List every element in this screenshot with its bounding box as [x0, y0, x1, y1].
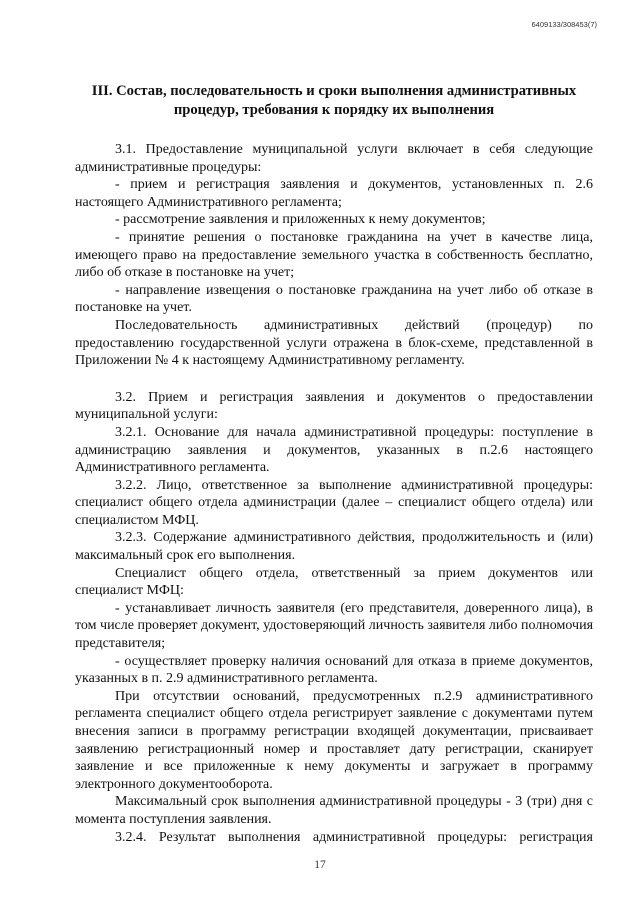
document-id: 6409133/308453(7) — [531, 20, 597, 29]
paragraph: - прием и регистрация заявления и документов, установленных п. 2.6 настоящего Административного регламента; — [75, 177, 593, 210]
page-number: 17 — [314, 859, 326, 871]
paragraph: 3.2.1. Основание для начала административной процедуры: поступление в администрацию заявления и документов, указанных в п.2.6 настоящего Административного регламента. — [75, 424, 593, 476]
paragraph: Специалист общего отдела, ответственный за прием документов или специалист МФЦ: — [75, 565, 593, 599]
paragraph-list — [75, 141, 593, 846]
paragraph: Максимальный срок выполнения административной процедуры - 3 (три) дня с момента поступления заявления. — [75, 794, 593, 827]
paragraph: - принятие решения о постановке гражданина на учет в качестве лица, имеющего право на предоставление земельного участка в собственность бесплатно, либо об отказе в постановке на учет; — [75, 229, 593, 281]
paragraph: 3.2.2. Лицо, ответственное за выполнение административной процедуры: специалист общего отдела администрации (далее – специалист общего отдела) или специалистом МФЦ. — [75, 477, 593, 528]
paragraph: 3.2.4. Результат выполнения административной процедуры: регистрация — [115, 829, 593, 845]
paragraph: 3.2. Прием и регистрация заявления и документов о предоставлении муниципальной услуги: — [75, 389, 593, 423]
paragraph: - осуществляет проверку наличия оснований для отказа в приеме документов, указанных в п. 2.9 административного регламента. — [75, 653, 593, 687]
paragraph: - устанавливает личность заявителя (его представителя, доверенного лица), в том числе проверяет документ, удостоверяющий личность заявителя либо полномочия представителя; — [75, 600, 594, 652]
paragraph-gap — [75, 370, 593, 389]
paragraph: 3.1. Предоставление муниципальной услуги включает в себя следующие административные процедуры: — [75, 142, 593, 175]
paragraph: Последовательность административных действий (процедур) по предоставлению государственной услуги отражена в блок-схеме, представленной в Приложении № 4 к настоящему Административному регламенту. — [75, 317, 593, 369]
section-heading: III. Состав, последовательность и сроки выполнения административных процедур, требования к порядку их выполнения — [91, 83, 577, 118]
paragraph: - направление извещения о постановке гражданина на учет либо об отказе в постановке на учет. — [75, 282, 593, 316]
paragraph: - рассмотрение заявления и приложенных к нему документов; — [115, 212, 486, 228]
paragraph: При отсутствии оснований, предусмотренных п.2.9 административного регламента специалист общего отдела регистрирует заявление с документами путем внесения записи в программу регистрации входящей документации, присваивает заявлению регистрационный номер и проставляет дату регистрации, сканирует заявление и все приложенные к нему документы и загружает в программу электронного документооборота. — [75, 688, 593, 792]
document-body — [75, 82, 593, 846]
paragraph: 3.2.3. Содержание административного действия, продолжительность и (или) максимальный срок его выполнения. — [75, 530, 593, 564]
